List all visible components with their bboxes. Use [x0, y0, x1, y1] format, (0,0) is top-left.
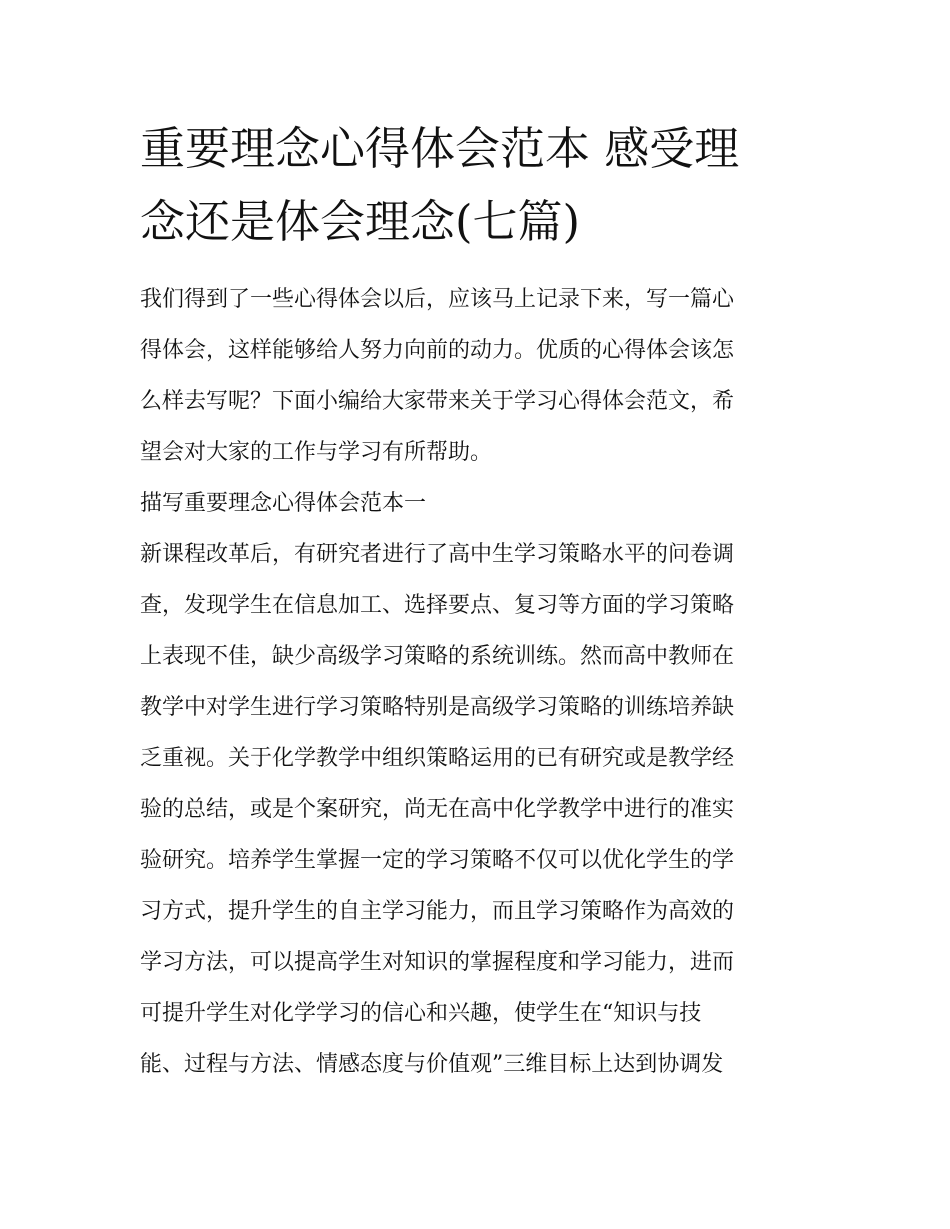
body-line: 验研究。培养学生掌握一定的学习策略不仅可以优化学生的学 [140, 848, 735, 873]
intro-line: 我们得到了一些心得体会以后，应该马上记录下来，写一篇心 [140, 287, 735, 312]
document-title [140, 112, 820, 258]
body-line: 新课程改革后，有研究者进行了高中生学习策略水平的问卷调 [140, 542, 735, 567]
body-line: 上表现不佳，缺少高级学习策略的系统训练。然而高中教师在 [140, 644, 735, 669]
intro-line: 么样去写呢？下面小编给大家带来关于学习心得体会范文，希 [140, 389, 735, 414]
body-line: 习方式，提升学生的自主学习能力，而且学习策略作为高效的 [140, 899, 735, 924]
body-line: 查，发现学生在信息加工、选择要点、复习等方面的学习策略 [140, 593, 735, 618]
section-heading: 描写重要理念心得体会范本一 [140, 491, 427, 516]
body-line: 验的总结，或是个案研究，尚无在高中化学教学中进行的准实 [140, 797, 735, 822]
title-line: 念还是体会理念(七篇) [140, 195, 581, 248]
intro-line: 望会对大家的工作与学习有所帮助。 [140, 440, 493, 465]
intro-line: 得体会，这样能够给人努力向前的动力。优质的心得体会该怎 [140, 338, 735, 363]
body-line: 乏重视。关于化学教学中组织策略运用的已有研究或是教学经 [140, 746, 735, 771]
title-line: 重要理念心得体会范本 感受理 [140, 122, 740, 175]
body-line: 可提升学生对化学学习的信心和兴趣，使学生在“知识与技 [140, 1001, 702, 1026]
body-line: 能、过程与方法、情感态度与价值观”三维目标上达到协调发 [140, 1052, 724, 1077]
body-line: 学习方法，可以提高学生对知识的掌握程度和学习能力，进而 [140, 950, 735, 975]
body-line: 教学中对学生进行学习策略特别是高级学习策略的训练培养缺 [140, 695, 735, 720]
